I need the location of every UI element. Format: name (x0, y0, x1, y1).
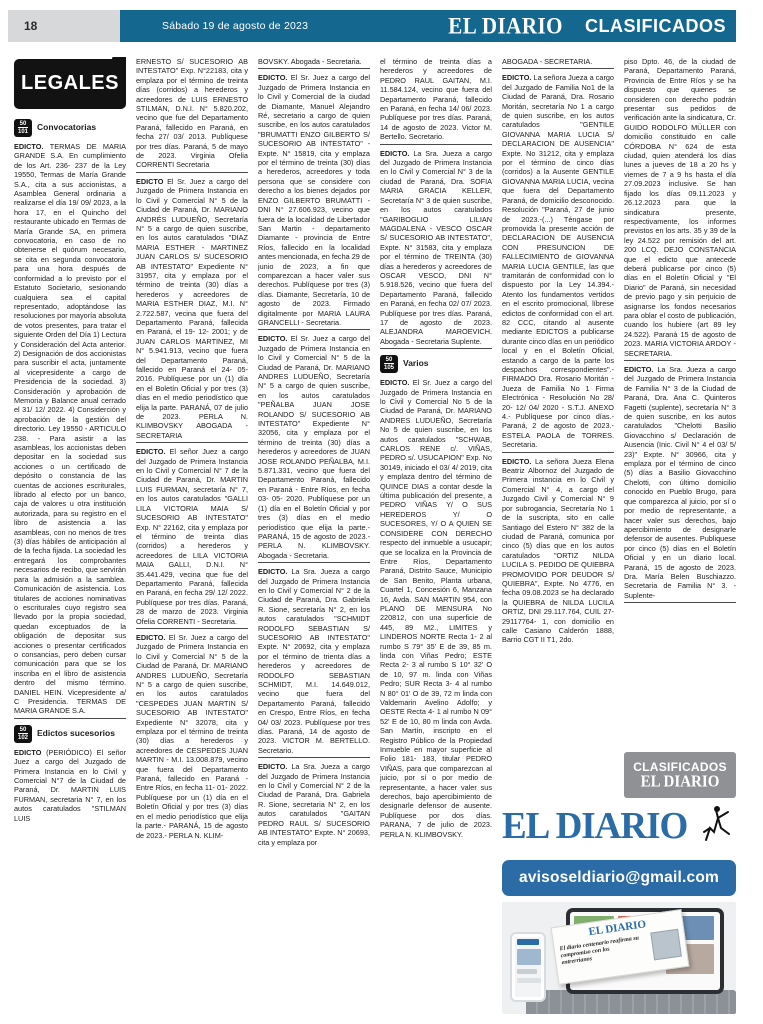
legal-notice (136, 633, 248, 840)
screen-text-line (517, 978, 541, 983)
legal-notice (258, 762, 370, 847)
notice-lead: EDICTO. (502, 73, 534, 83)
legales-title: LEGALES (21, 72, 119, 95)
notice-lead: EDICTO. (624, 365, 658, 374)
masthead-bar (120, 10, 736, 42)
notice-text: La Sra. Jueza a cargo del Juzgado de Primera Instancia de Familia N° 3 de la Ciudad de Paraná, Dra. Ana C. Quinteros Fagetti (suplente), secretaría N° 3 de quien suscribe, en los autos caratulados "Chelotti Basilio Giovacchino s/ Declaración de Ausencia (Inic. Civil N° 4 el 03/ 5/ 23)" Expte. N° 30966, cita y emplaza por el término de cinco (5) días a Basilio Giovacchino Chelotti, con último domicilio conocido en Pueblo Brugo, para que comparezca al juicio, por sí o por medio de representante, a hacer valer sus derechos, bajo apercibimiento de designarle defensor de ausentes. Publiquese por cinco (5) días en el Boletín Oficial y en un diario local. Paraná, 15 de agosto de 2023. Dra. María Belen Buschiazzo. Secretaria de Familia N° 3. -Suplente- (624, 365, 736, 600)
text-column-5 (502, 57, 614, 749)
legal-notice (136, 57, 248, 173)
legal-notice (502, 457, 614, 645)
section-header (14, 119, 126, 137)
screen-text-line (517, 969, 537, 974)
ad-email-address: avisoseldiario@gmail.com (502, 860, 736, 896)
ad-brand-logo: EL DIARIO (502, 805, 688, 847)
section-label: Convocatorias (37, 122, 97, 133)
section-header (380, 355, 492, 373)
text-column-4 (380, 57, 492, 1015)
notice-text: El Sr. Juez a cargo del Juzgado de Primera Instancia en lo Civil y Comercial de la ciudad de Diamante, Manuel Alejandro Ré, secretario a cargo de quien suscribe, en los autos caratulados "BRUMATTI ENZO GILBERTO S/ SUCESORIO AB INTESTATO" - Expte. N° 15819, cita y emplaza por el término de treinta (30) días a herederos, acreedores y toda persona que se considere con derecho a los bienes dejados por ENZO GILBERTO BRUMATTI - DNI N° 27.606.923, vecino que fuera de la localidad de Libertador San Martin - departamento Diamante - provincia de Entre Ríos, fallecido en la localidad antes mencionada, en fecha 29 de junio de 2023, a fin que comparezcan a hacer valer sus derechos. Publíquese por tres (3) días. Diamante, Secretaría, 10 de agosto de 2023. Firmado digitalmente por MARIA LAURA GRANCELLI - Secretaria. (258, 73, 370, 327)
notice-lead: EDICTO. (502, 456, 535, 466)
notice-text: El Sr. Juez a cargo del Juzgado de Primera Instancia en lo Civil y Comercial No 5 de la Ciudad de Paraná, Dr. MARIANO ANDRES LUDUEÑO, Secretaría No 5 de quien suscribe, en los autos caratulados "SCHWAB, CARLOS RENE c/. VIÑAS, PEDRO s/. USUCAPION" Exp. No 30149, iniciado el 03/ 4/ 2019, cita y emplaza dentro del término de QUINCE DIAS a contar desde la última publicación del presente, a PEDRO VIÑAS Y/ O SUS HEREDEROS Y/ O SUCESORES, Y/ O A QUIEN SE CONSIDERE CON DERECHO respecto del inmueble a usucapir; que se localiza en la Provincia de Entre Ríos, Departamento Paraná, Distrito Sauce, Municipio de San Benito, Planta urbana, Cuartel 1, Concesión 6, Manzana 16, Avda. SAN MARTIN 954, con PLANO DE MENSURA No 220812, con una superficie de 445, 89 M2., LIMITES y LINDEROS NORTE Recta 1- 2 al rumbo S 79° 35' E de 39, 85 m. linda con Viñas Pedro; ESTE Recta 2- 3 al rumbo S 10° 32' O de 10, 97 m. linda con Viñas Pedro; SUR Recta 3- 4 al rumbo N 80° 01' O de 39, 72 m linda con Valdemarin Avelino Adolfo; y OESTE Recta 4- 1 al rumbo N 09° 52' E de 10, 80 m linda con Avda. San Martín, inscripto en el Registro Público de la Propiedad Inmueble en mayor superficie al Folio 181- 183, titular PEDRO VIÑAS, para que comparezcan al juicio, por sí o por medio de representante, a hacer valer sus derechos, bajo apercibimiento de designarle defensor de ausente. Publíquese por dos días. PARANA, 7 de julio de 2023. PERLA N. KLIMBOVSKY. (380, 378, 492, 839)
legal-notice (258, 57, 370, 69)
legal-notice (380, 57, 492, 145)
screen-text-line (517, 939, 539, 945)
legal-notice (136, 447, 248, 629)
notice-text: La Sra. Jueza a cargo del Juzgado de Primera Instancia en lo Civil y Comercial N° 3 de la ciudad de Paraná, Dra. SOFIA MARIA GRACIA KELLER, Secretaría N° 3 de quien suscribe, en los autos caratulados "GARIBOGLIO LILIAN MAGDALENA - VESCO OSCAR S/ SUCESORIO AB INTESTATO", Expte. N° 31583, cita y emplaza por el término de TREINTA (30) días a herederos y acreedores de OSCAR VESCO, DNI N° 5.918.526, vecino que fuera del Departamento Paraná, fallecido en Paraná, en fecha 02/ 07/ 2023. Publíquese por tres días. Paraná, 17 de agosto de 2023. ALEJANDRA MAROEVICH. Abogada - Secretaria Suplente. (380, 148, 492, 346)
classifieds-box-line2: EL DIARIO (640, 772, 720, 791)
legal-notice (624, 365, 736, 603)
notice-lead: EDICTO. (258, 567, 292, 577)
edition-date: Sábado 19 de agosto de 2023 (162, 20, 309, 32)
notice-lead: EDICTO. (136, 632, 169, 642)
section-code-badge: 50 105 (380, 355, 398, 373)
notice-text: La Sra. Jueza a cargo del Juzgado de Primera Instancia en lo Civil y Comercial N° 2 de la Ciudad de Paraná, Dra. Gabriela R. Sione, secretaria N° 2, en los autos caratulados "GAITAN PEDRO RAUL S/ SUCESORIO AB INTESTATO" Expte. N° 20693, cita y emplaza por (258, 762, 370, 847)
legal-notice (14, 142, 126, 719)
legal-notice (380, 149, 492, 350)
legal-notice (624, 57, 736, 361)
notice-text: el término de treinta días a herederos y acreedores de PEDRO RAUL GAITAN, M.I. 11.584.124, vecino que fuera del Departamento Paraná, fallecido en Paraná, en fecha 14/ 06/ 2023. Publíquese por tres días. Paraná, 14 de agosto de 2023. Victor M. Bertello. Secretario. (380, 57, 492, 142)
section-code-badge: 50 101 (14, 119, 32, 137)
notice-text: La señora Jueza a cargo del Juzgado de Familia No1 de la Ciudad de Paraná, Dra. Rosario Moritán, secretaría No 1 a cargo de quien suscribe, en los autos caratulados "GENTILE GIOVANNA MARIA LUCIA S/ DECLARACION DE AUSENCIA" Expte. No 31212, cita y emplaza por el término de cinco días (corridos) a la Ausente GENTILE GIOVANNA MARIA LUCIA, vecina que fuera del Departamento Paraná, de domicilio desconocido. Resolución "Paraná, 27 de junio de 2023.-(...) Téngase por promovida la presente acción de DECLARACION DE AUSENCIA CON PRESUNCION DE FALLECIMIENTO de GIOVANNA MARIA LUCIA GENTILE, las que tramitarán de conformidad con lo dispuesto por la Ley 14.394.- Atento los fundamentos vertidos en el escrito promocional, líbrese edictos de conformidad con el art. 82 CCC, citando al ausente mediante EDICTOS a publicarse durante cinco días en un periódico local y en el Boletín Oficial, estando a cargo de la parte los despachos correspondientes".- FIRMADO Dra. Rosario Moritán - Jueza de Familia No 1 Firma Electrónica - Resolución No 28/ 20- 12/ 04/ 2020 - S.T.J. ANEXO 4.- Publíquese por cinco días.- Paraná, 2 de agosto de 2023.- ESTELA PAOLA de TORRES. Secretaria. (502, 73, 614, 450)
legal-notice (258, 567, 370, 758)
legal-notice (380, 378, 492, 839)
notice-text: El Sr. Juez a cargo del Juzgado de Primera Instancia en lo Civil y Comercial N° 5 de la Ciudad de Paraná, Dr. MARIANO ANDRES LUDUEÑO, Secretaría N° 5 a cargo de quien suscribe, en los autos caratulados "PEÑALBA JUAN JOSE ROLANDO S/ SUCESORIO AB INTESTATO" Expediente N° 32056, cita y emplaza por el término de treinta (30) días a herederos y acreedores de JUAN JOSE ROLANDO PEÑALBA, M.I. 5.871.331, vecino que fuera del Departamento Paraná, fallecido en Paraná - Entre Ríos, en fecha 03- 05- 2020. Publíquese por un (1) día en el Boletín Oficial y por tres (3) días en el medio periodístico que elija la parte.- PARANÁ, 15 de agosto de 2023.- PERLA N. KLIMBOVSKY. Abogada - Secretaria. (258, 334, 370, 560)
ad-logo-row (502, 798, 736, 854)
notice-lead: EDICTO (14, 747, 47, 757)
section-code-badge: 50 102 (14, 725, 32, 743)
legal-notice (14, 748, 126, 823)
classifieds-box-line1: CLASIFICADOS (633, 759, 727, 774)
notice-lead: EDICTO. (380, 378, 413, 388)
legal-notice (502, 57, 614, 69)
notice-lead: EDICTO. (258, 762, 292, 772)
notice-text: El Sr. Juez a cargo del Juzgado de Primera Instancia en lo Civil y Comercial N° 5 de la Ciudad de Paraná, Dr. MARIANO ANDRÉS LUDUEÑO, Secretaría N° 5 a cargo de quien suscribe, en los autos caratulados "DIAZ MARIA ESTHER - MARTINEZ JUAN CARLOS S/ SUCESORIO AB INTESTATO" Expediente N° 31957, cita y emplaza por el término de treinta (30) días a herederos y acreedores de MARIA ESTHER DIAZ, M.I. N° 2.722.587, vecina que fuera del Departamento Paraná, fallecida en Paraná, el 19- 12- 2001; y de JUAN CARLOS MARTINEZ, MI N° 5.941.913, vecino que fuera del Departamento Paraná, fallecido en Paraná el 24- 05- 2016. Publíquese por un (1) día en el Boletín Oficial y por tres (3) días en el medio periodístico que elija la parte. PARANÁ, 07 de julio de 2023. PERLA N. KLIMBOVSKY ABOGADA - SECRETARIA (136, 176, 248, 440)
newspaper-masthead: EL DIARIO (587, 918, 647, 939)
legales-banner (14, 59, 126, 109)
section-label: Varios (403, 358, 429, 369)
notice-text: El Sr. Juez a cargo del Juzgado de Primera Instancia en lo Civil y Comercial N° 5 de la Ciudad de Paraná, Dr. MARIANO ANDRES LUDUEÑO, Secretaría N° 5 a cargo de quien suscribe, en los autos caratulados "CESPEDES JUAN MARTIN S/ SUCESORIO AB INTESTATO" Expediente N° 32078, cita y emplaza por el término de treinta (30) días a herederos y acreedores de CESPEDES JUAN MARTIN - M.I. 13.008.879, vecino que fuera del Departamento Paraná, fallecido en Paraná - Entre Ríos, en fecha 11- 01- 2022. Publíquese por un (1) día en el Boletín Oficial y por tres (3) días en el medio periodístico que elija la parte.- PARANÁ, 15 de agosto de 2023.- PERLA N. KLIM- (136, 632, 248, 840)
brand-logo: EL DIARIO (448, 12, 563, 39)
notice-lead: EDICTO (136, 176, 168, 186)
text-column-6 (624, 57, 736, 747)
notice-text: (PERIÓDICO) El señor Juez a cargo del Juzgado de Primera Instancia en lo Civil y Comercial N°7 de la Ciudad de Paraná, Dr. MARTIN LUIS FURMAN, secretaria N° 7, en los autos caratulados "STILMAN LUIS (14, 747, 126, 823)
notice-lead: EDICTO. (258, 73, 291, 83)
quixote-icon (700, 804, 734, 849)
screen-thumbnail (517, 949, 541, 965)
notice-text: ABOGADA - SECRETARIA. (502, 57, 593, 66)
notice-text: ERNESTO S/ SUCESORIO AB INTESTATO" Exp. N°22183, cita y emplaza por el término de treinta días (corridos) a herederos y acreedores de LUIS ERNESTO STILMAN, D.N.I. N° 5.820.202, vecino que fue del Departamento Paraná, fallecido en Paraná, en fecha 27/ 03/ 2013. Publíquese por tres días. Paraná, 5 de mayo de 2023. Virginia Ofelia CORRENTI Secretaria (136, 57, 248, 170)
notice-text: La señora Jueza Elena Beatriz Albornoz del Juzgado de Primera instancia en lo Civil y Comercial N° 4, a cargo del Juzgado Civil y Comercial N° 9 por subrogancia, Secretaría No 1 de la suscripta, sito en calle Santiago del Estero N° 382 de la ciudad de Paraná, comunica por cinco (5) días que en los autos caratulados "ORTIZ NILDA LUCILA S. PEDIDO DE QUIEBRA PROMOVIDO POR DEUDOR S/ QUIEBRA", Expte. No 4776, en fecha 09.08.2023 se ha declarado la QUIEBRA de NILDA LUCILA ORTIZ, DNI 29.117.764, CUIL 27- 29117764- 1, con domicilio en calle Casiano Calderón 1888, Barrio CGT II T1, 2do. (502, 456, 614, 645)
section-title: CLASIFICADOS (585, 15, 726, 36)
ad-devices-photo (502, 902, 736, 1014)
section-label: Edictos sucesorios (37, 728, 115, 739)
section-header (14, 725, 126, 743)
notice-text: El señor Juez a cargo del Juzgado de Primera Instancia en lo Civil y Comercial N° 7 de la Ciudad de Paraná, Dr. MARTIN LUIS FURMAN, secretaría N° 7, en los autos caratulados "GALLI LILA VICTORIA MAIA S/ SUCESORIO AB INTESTATO" Exp. N° 22162, cita y emplaza por el término de treinta días (corridos) a herederos y acreedores de LILA VICTORIA MAIA GALLI, D.N.I. N° 35.441.429, vecina que fue del Departamento Paraná, fallecida en Paraná, en fecha 29/ 12/ 2022. Publíquese por tres días. Paraná, 28 de marzo de 2023. Virginia Ofelia CORRENTI - Secretaria. (136, 447, 248, 626)
text-column-3 (258, 57, 370, 1015)
newspaper-photo (650, 929, 682, 961)
classifieds-el-diario-box (624, 752, 736, 798)
notice-lead: EDICTO. (380, 148, 414, 158)
notice-lead: EDICTO. (14, 142, 50, 151)
page-number: 18 (24, 19, 38, 33)
legal-notice (258, 73, 370, 330)
notice-lead: EDICTO. (136, 447, 170, 457)
notice-lead: EDICTO. (258, 334, 291, 344)
text-column-1 (14, 57, 126, 1015)
notice-text: La Sra. Jueza a cargo del Juzgado de Primera Instancia en lo Civil y Comercial N° 2 de la Ciudad de Paraná, Dra. Gabriela R. Sione, secretaría N° 2, en los autos caratulados "SCHMIDT RODOLFO SEBASTIAN S/ SUCESORIO AB INTESTATO" Expte. N° 20692, cita y emplaza por el término de trienta días a herederos y acreedores de RODOLFO SEBASTIAN SCHMIDT, M.I. 14.649.012, vecino que fuera del Departamento Paraná, fallecido en Crespo, Entre Ríos, en fecha 04/ 03/ 2023. Publíquese por tres días. Paraná, 14 de agosto de 2023. VICTOR M. BERTELLO. Secretario. (258, 567, 370, 755)
notice-text: BOVSKY. Abogada - Secretaria. (258, 57, 362, 66)
phone-graphic (510, 932, 546, 1002)
phone-screen (515, 937, 541, 997)
notice-text: piso Dpto. 46, de la ciudad de Paraná, Departamento Paraná, Provincia de Entre Ríos y se ha dispuesto que quienes se consideren con derecho podrán presentar sus pedidos de verificación ante la sindicatura, Cr. GUIDO RODOLFO MÜLLER con domicilio constituido en calle CÓRDOBA N° 624 de esta ciudad, quien atenderá los días lunes a jueves de 18 a 20 hs y viernes de 7 a 9 hs hasta el día 27.09.2023 inclusive. Se han fijado los días 09.11.2023 y 26.12.2023 para que la sindicatura presente, respectivamente, los informes previstos en los arts. 35 y 39 de la ley 24.522 por remisión del art. 200 LCQ. DEJO CONSTANCIA que el edicto que antecede deberá publicarse por cinco (5) días en el Boletín Oficial y "El Diario" de Paraná, sin necesidad de previo pago y sin perjuicio de asignarse los fondos necesarios para oblar el costo de publicación, cuando los hubiere (art 89 ley 24.522). Paraná 15 de agosto de 2023. MARIA VICTORIA ARDOY - SECRETARIA. (624, 57, 736, 358)
text-column-2 (136, 57, 248, 1015)
notice-text: TERMAS DE MARIA GRANDE S.A. En cumplimiento de los Art. 236- 237 de la Ley 19550, Termas de María Grande S.A., cita a sus accionistas, a Asamblea General ordinaria a realizarse el día 19/ 09/ 2023, a la hora 17, en el Quincho del restaurante ubicado en Termas de María Grande SA, en primera convocatoria, en caso de no obtenerse el quórum necesario, se cita en segunda convocatoria para una hora después de conformidad a lo previsto por el Estatuto Societario, sesionando cualquiera sea el capital representado, adoptándose las resoluciones por mayoría absoluta de votos presentes, para tratar el siguiente Orden del Día 1) Lectura y Consideración del Acta anterior. 2) Designación de dos accionistas para suscribir el acta, juntamente al vicepresidente a cargo de Presidencia de la sociedad. 3) Consideración y aprobación de Memoria y Balance anual cerrado el 31/ 12/ 2022. 4) Considerción y aprobación de la gestión del directorio. Ley 19550 - ARTICULO 238. - Para asistir a las asambleas, los accionistas deben depositar en la sociedad sus acciones o un certificado de depósito o constancia de las cuentas de acciones escriturales, librado al efecto por un banco, caja de valores u otra institución autorizada, para su registro en el libro de asistencia a las asambleas, con no menos de tres (3) días hábiles de anticipación al de la fecha fijada. La sociedad les entregará los comprobantes necesarios de recibo, que servirán para la admisión a la samblea. Comunicación de asistencia. Los titulares de acciones nominativas o escriturales cuyo registro sea llevado por la propia sociedad, quedan exceptuados de la obligación de depositar sus acciones o presentar certificados o consancias, pero deben cursar comunicación para que se los inscriba en el libro de asistencia dentro del mismo término. DANIEL HEIN. Vicepresidente a/ C Presidencia. TERMAS DE MARIA GRANDE S.A. (14, 142, 126, 716)
page-number-box (8, 10, 120, 42)
newspaper-headline: El diario centenario reafirma su compromiso con los entrerrianos (559, 935, 640, 967)
legal-notice (502, 73, 614, 452)
legal-notice (136, 177, 248, 443)
legal-notice (258, 334, 370, 563)
